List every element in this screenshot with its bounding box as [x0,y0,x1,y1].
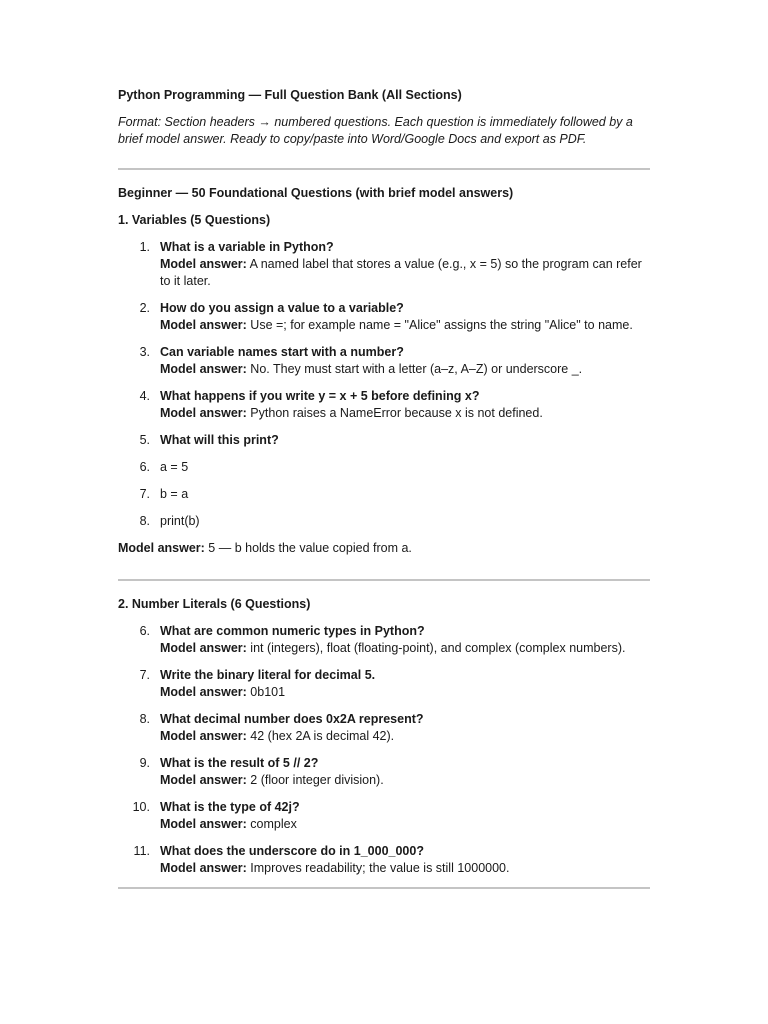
question-text: What are common numeric types in Python? [160,624,425,638]
format-note: Format: Section headers → numbered questions. Each question is immediately followed by a brief model answer. Ready to copy/paste into Word/Google Docs and export as PDF. [118,115,633,146]
question-number: 10. [132,800,150,814]
question-item [118,711,650,745]
question-text: What decimal number does 0x2A represent? [160,712,424,726]
model-answer-text: Python raises a NameError because x is not defined. [246,406,543,420]
question-item [118,843,650,877]
model-answer-label: Model answer: [160,257,247,271]
document-page [118,87,650,904]
question-item [118,755,650,789]
question-text: What does the underscore do in 1_000_000? [160,844,424,858]
question-item [118,432,650,449]
question-number: 5. [139,433,150,447]
model-answer-text: 0b101 [246,685,286,699]
model-answer-label: Model answer: [160,318,247,332]
question-text: What happens if you write y = x + 5 before defining x? [160,389,480,403]
model-answer-label: Model answer: [160,685,247,699]
question-item [118,344,650,378]
code-line-text: b = a [160,487,189,501]
code-line-text: print(b) [160,514,200,528]
model-answer-text: int (integers), float (floating-point), and complex (complex numbers). [246,641,626,655]
model-answer-label: Model answer: [160,406,247,420]
model-answer-label: Model answer: [160,729,247,743]
question-number: 6. [139,624,150,638]
section-divider [118,168,650,170]
code-line-number: 7. [139,487,150,501]
section-divider [118,579,650,581]
standalone-model-answer [118,540,650,557]
question-text: Can variable names start with a number? [160,345,404,359]
question-text: How do you assign a value to a variable? [160,301,404,315]
model-answer-label: Model answer: [160,861,247,875]
code-line-number: 6. [139,460,150,474]
model-answer-label: Model answer: [160,362,247,376]
question-number: 1. [139,240,150,254]
model-answer-text: No. They must start with a letter (a–z, A–Z) or underscore _. [246,362,583,376]
model-answer-text: complex [246,817,297,831]
question-text: What is the type of 42j? [160,800,300,814]
code-line-text: a = 5 [160,460,189,474]
question-number: 4. [139,389,150,403]
question-text: Write the binary literal for decimal 5. [160,668,376,682]
model-answer-text: 5 — b holds the value copied from a. [204,541,412,555]
document-title: Python Programming — Full Question Bank (All Sections) [118,88,462,102]
question-item [118,300,650,334]
question-item [118,623,650,657]
model-answer-text: 2 (floor integer division). [246,773,384,787]
question-item [118,667,650,701]
question-number: 9. [139,756,150,770]
question-text: What is the result of 5 // 2? [160,756,319,770]
code-line-number: 8. [139,514,150,528]
number-literals-heading: 2. Number Literals (6 Questions) [118,597,311,611]
question-item [118,239,650,290]
model-answer-text: Use =; for example name = "Alice" assigns the string "Alice" to name. [246,318,633,332]
beginner-section-heading: Beginner — 50 Foundational Questions (with brief model answers) [118,186,514,200]
question-text: What is a variable in Python? [160,240,334,254]
model-answer-label: Model answer: [160,641,247,655]
code-line-item [118,513,650,530]
question-item [118,799,650,833]
question-number: 2. [139,301,150,315]
variables-question-list [118,239,650,530]
code-line-item [118,459,650,476]
question-number: 7. [139,668,150,682]
model-answer-label: Model answer: [118,541,205,555]
question-item [118,388,650,422]
section-divider [118,887,650,889]
question-number: 11. [133,844,150,858]
question-text: What will this print? [160,433,279,447]
question-number: 3. [139,345,150,359]
number-literals-question-list [118,623,650,877]
model-answer-text: Improves readability; the value is still 1000000. [246,861,510,875]
model-answer-text: A named label that stores a value (e.g., x = 5) so the program can refer to it later. [160,257,642,288]
model-answer-label: Model answer: [160,817,247,831]
model-answer-label: Model answer: [160,773,247,787]
question-number: 8. [139,712,150,726]
model-answer-text: 42 (hex 2A is decimal 42). [246,729,395,743]
variables-heading: 1. Variables (5 Questions) [118,213,271,227]
code-line-item [118,486,650,503]
